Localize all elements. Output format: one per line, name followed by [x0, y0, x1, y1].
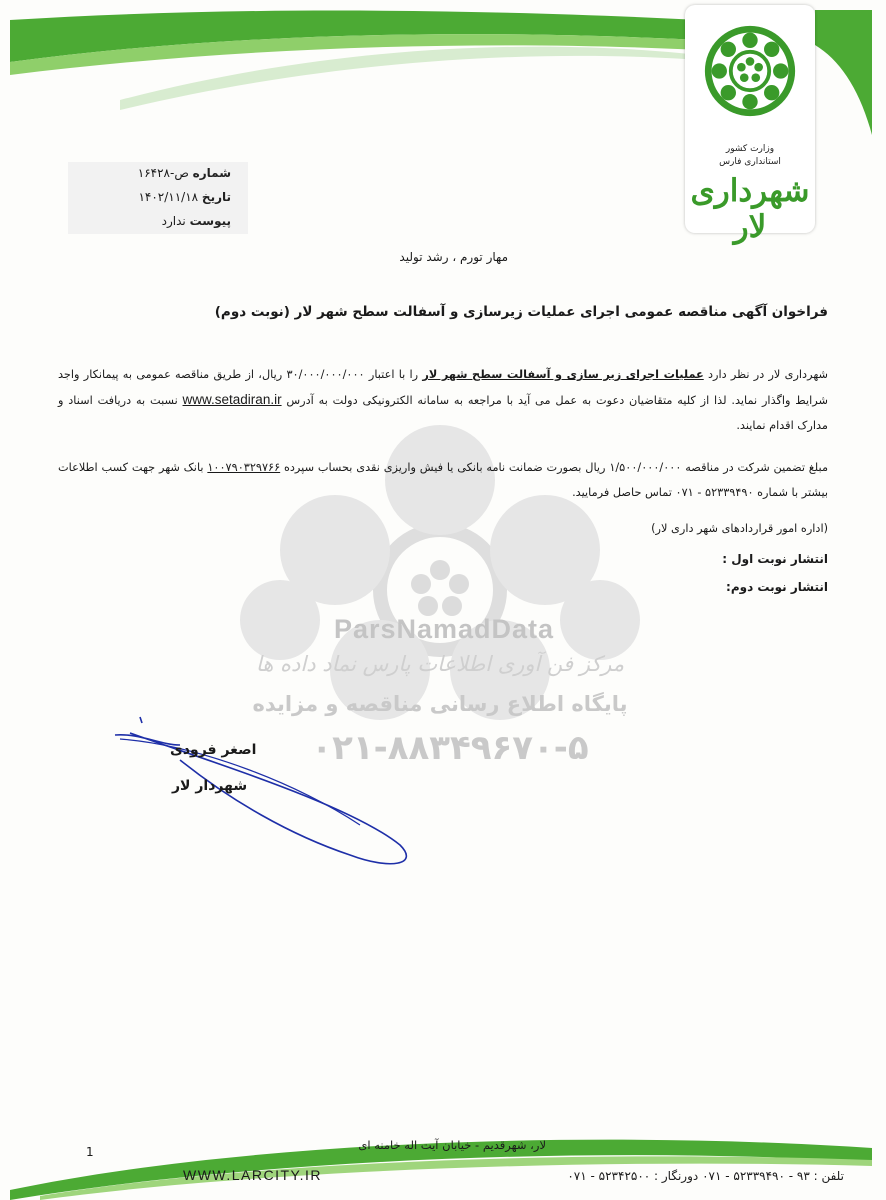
- letter-subject: مهار تورم ، رشد تولید: [399, 250, 508, 264]
- watermark-line-2: پایگاه اطلاع رسانی مناقصه و مزایده: [252, 692, 628, 716]
- office-line: (اداره امور قراردادهای شهر داری لار): [651, 522, 828, 535]
- page-number: 1: [86, 1145, 94, 1159]
- paragraph-guarantee: [58, 455, 828, 505]
- attachment-label: پیوست: [189, 214, 231, 228]
- paragraph1-part3: نسبت به دریافت اسناد و مدارک اقدام نمایند.: [58, 394, 828, 432]
- paragraph1-part2: را با اعتبار ۳۰/۰۰۰/۰۰۰/۰۰۰ ریال، از طریق مناقصه عمومی به پیمانکار واجد شرایط واگذار نماید. لذا از کلیه متقاضیان دعوت به عمل می آید با مراجعه به سامانه الکترونیکی دولت به آدرس: [58, 368, 828, 407]
- date-value: ۱۴۰۲/۱۱/۱۸: [138, 190, 199, 204]
- paragraph-tender-details: [58, 362, 828, 438]
- paragraph2-part1: مبلغ تضمین شرکت در مناقصه ۱/۵۰۰/۰۰۰/۰۰۰ ریال بصورت ضمانت نامه بانکی یا فیش واریزی نقدی بحساب سپرده: [280, 461, 829, 474]
- org-title: شهرداری لار: [690, 173, 810, 245]
- municipality-logo-card: [685, 5, 815, 245]
- publication-second: انتشار نوبت دوم:: [726, 580, 828, 594]
- number-value: ص-۱۶۴۲۸: [137, 166, 189, 180]
- ministry-line-1: وزارت کشور: [725, 144, 775, 154]
- letter-attachment: [162, 214, 231, 228]
- footer-address: لار، شهرقدیم - خیابان آیت اله خامنه ای: [358, 1138, 546, 1152]
- signature-scribble-icon: [100, 705, 430, 875]
- watermark-phone: ۰۲۱-۸۸۳۴۹۶۷۰-۵: [311, 728, 589, 768]
- municipality-seal-icon: [702, 23, 798, 119]
- tender-headline: فراخوان آگهی مناقصه عمومی اجرای عملیات زیرسازی و آسفالت سطح شهر لار (نوبت دوم): [214, 304, 828, 320]
- attachment-value: ندارد: [161, 214, 186, 228]
- bank-account: ۱۰۰۷۹۰۳۲۹۷۶۶: [207, 461, 281, 474]
- date-label: تاریخ: [201, 190, 231, 204]
- footer-phones: تلفن : ۹۳ - ۵۲۳۳۹۴۹۰ - ۰۷۱ دورنگار : ۵۲۳۴۲۵۰۰ - ۰۷۱: [567, 1169, 844, 1183]
- publication-first: انتشار نوبت اول :: [722, 552, 828, 566]
- signatory-name: اصغر فرودی: [170, 742, 257, 758]
- letter-date: [138, 190, 231, 204]
- watermark-line-1: مرکز فن آوری اطلاعات پارس نماد داده ها: [255, 652, 625, 676]
- project-title: عملیات اجرای زیر سازی و آسفالت سطح شهر لار: [422, 368, 704, 381]
- ministry-line-2: استانداری فارس: [719, 157, 781, 167]
- signatory-title: شهردار لار: [172, 778, 248, 794]
- footer-green-band: [0, 1120, 886, 1200]
- watermark-brand: ParsNamadData: [333, 614, 555, 644]
- ministry-caption: [685, 143, 815, 169]
- paragraph1-part1: شهرداری لار در نظر دارد: [703, 368, 828, 381]
- paragraph2-part2: بانک شهر جهت کسب اطلاعات بیشتر با شماره ۵۲۳۳۹۴۹۰ - ۰۷۱ تماس حاصل فرمایید.: [58, 461, 828, 499]
- setadiran-link[interactable]: www.setadiran.ir: [182, 392, 282, 407]
- letter-number: [138, 166, 231, 180]
- number-label: شماره: [192, 166, 231, 180]
- footer-website-link[interactable]: WWW.LARCITY.IR: [183, 1167, 322, 1183]
